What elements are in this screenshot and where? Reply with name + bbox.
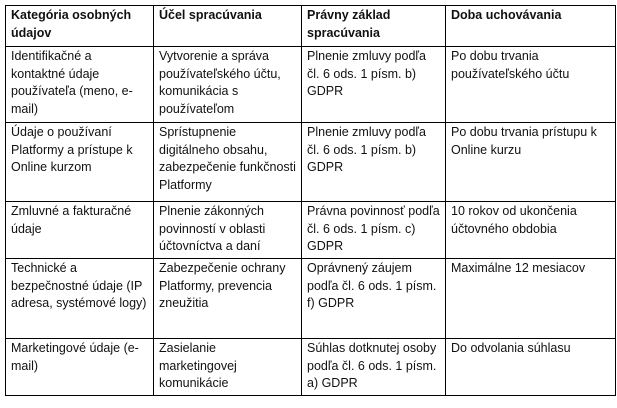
cell-retention: Do odvolania súhlasu: [446, 339, 616, 396]
cell-data-category: Identifikačné a kontaktné údaje používateľa (meno, e-mail): [6, 47, 154, 123]
cell-retention: Maximálne 12 mesiacov: [446, 259, 616, 339]
table-row: [6, 123, 616, 202]
cell-data-category: Údaje o používaní Platformy a prístupe k Online kurzom: [6, 123, 154, 202]
table-header-row: [6, 6, 616, 47]
header-purpose: Účel spracúvania: [154, 6, 302, 47]
document-page: [5, 5, 616, 396]
cell-data-category: Technické a bezpečnostné údaje (IP adresa, systémové logy): [6, 259, 154, 339]
cell-legal-basis: Súhlas dotknutej osoby podľa čl. 6 ods. 1 písm. a) GDPR: [302, 339, 446, 396]
table-row: [6, 202, 616, 259]
cell-retention: Po dobu trvania používateľského účtu: [446, 47, 616, 123]
cell-purpose: Vytvorenie a správa používateľského účtu, komunikácia s používateľom: [154, 47, 302, 123]
cell-legal-basis: Plnenie zmluvy podľa čl. 6 ods. 1 písm. b) GDPR: [302, 47, 446, 123]
cell-retention: 10 rokov od ukončenia účtovného obdobia: [446, 202, 616, 259]
header-data-category: Kategória osobných údajov: [6, 6, 154, 47]
cell-purpose: Sprístupnenie digitálneho obsahu, zabezpečenie funkčnosti Platformy: [154, 123, 302, 202]
cell-legal-basis: Právna povinnosť podľa čl. 6 ods. 1 písm. c) GDPR: [302, 202, 446, 259]
header-retention: Doba uchovávania: [446, 6, 616, 47]
cell-legal-basis: Oprávnený záujem podľa čl. 6 ods. 1 písm. f) GDPR: [302, 259, 446, 339]
cell-retention: Po dobu trvania prístupu k Online kurzu: [446, 123, 616, 202]
table-row: [6, 47, 616, 123]
data-processing-table: [5, 5, 616, 396]
cell-data-category: Marketingové údaje (e-mail): [6, 339, 154, 396]
cell-legal-basis: Plnenie zmluvy podľa čl. 6 ods. 1 písm. b) GDPR: [302, 123, 446, 202]
cell-data-category: Zmluvné a fakturačné údaje: [6, 202, 154, 259]
cell-purpose: Zabezpečenie ochrany Platformy, prevencia zneužitia: [154, 259, 302, 339]
cell-purpose: Plnenie zákonných povinností v oblasti účtovníctva a daní: [154, 202, 302, 259]
table-row: [6, 259, 616, 339]
header-legal-basis: Právny základ spracúvania: [302, 6, 446, 47]
table-row: [6, 339, 616, 396]
cell-purpose: Zasielanie marketingovej komunikácie: [154, 339, 302, 396]
